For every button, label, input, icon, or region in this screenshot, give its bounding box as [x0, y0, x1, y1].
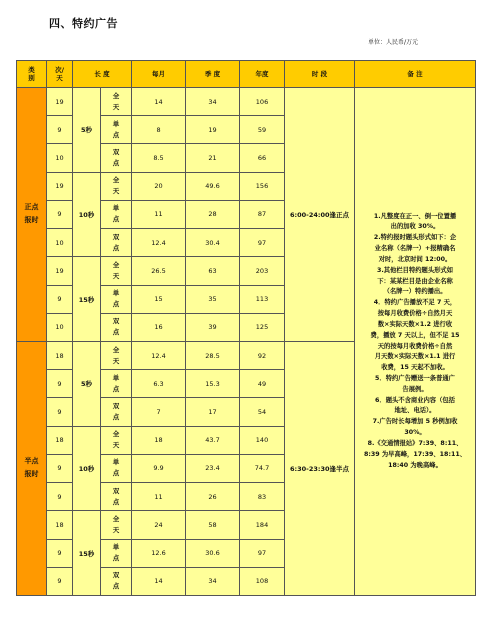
times-cell: 19 [47, 257, 73, 285]
times-cell: 9 [47, 116, 73, 144]
length-cell: 5秒 [73, 341, 101, 426]
type-cell: 双 点 [101, 398, 132, 426]
note-line: 1.凡整度在正一、倒一位置播 [373, 212, 457, 220]
type-cell: 全 天 [101, 341, 132, 369]
quarterly-cell: 49.6 [186, 172, 240, 200]
monthly-cell: 14 [132, 88, 186, 116]
quarterly-cell: 63 [186, 257, 240, 285]
type-cell: 全 天 [101, 257, 132, 285]
type-cell: 全 天 [101, 426, 132, 454]
notes-cell [355, 88, 476, 596]
times-cell: 9 [47, 567, 73, 595]
monthly-cell: 9.9 [132, 454, 186, 482]
yearly-cell: 87 [240, 200, 285, 228]
header-notes: 备 注 [355, 61, 476, 88]
monthly-cell: 12.6 [132, 539, 186, 567]
category-label: 半点 报时 [17, 341, 47, 595]
monthly-cell: 12.4 [132, 341, 186, 369]
monthly-cell: 11 [132, 200, 186, 228]
quarterly-cell: 58 [186, 511, 240, 539]
times-cell: 18 [47, 511, 73, 539]
quarterly-cell: 30.6 [186, 539, 240, 567]
quarterly-cell: 15.3 [186, 370, 240, 398]
note-line: 数×实际天数×1.2 进行收 [377, 320, 453, 328]
yearly-cell: 74.7 [240, 454, 285, 482]
quarterly-cell: 30.4 [186, 229, 240, 257]
note-line: 2.特约报时题头形式如下：企 [373, 234, 457, 242]
yearly-cell: 97 [240, 229, 285, 257]
quarterly-cell: 21 [186, 144, 240, 172]
yearly-cell: 59 [240, 116, 285, 144]
header-category: 类 别 [17, 61, 47, 88]
length-cell: 5秒 [73, 88, 101, 173]
note-line: 告展例。 [402, 385, 428, 393]
yearly-cell: 108 [240, 567, 285, 595]
yearly-cell: 203 [240, 257, 285, 285]
monthly-cell: 24 [132, 511, 186, 539]
times-cell: 9 [47, 370, 73, 398]
times-cell: 9 [47, 285, 73, 313]
times-cell: 10 [47, 144, 73, 172]
times-cell: 9 [47, 454, 73, 482]
header-row [17, 61, 476, 88]
quarterly-cell: 26 [186, 483, 240, 511]
times-cell: 9 [47, 200, 73, 228]
times-cell: 18 [47, 341, 73, 369]
type-cell: 单 点 [101, 370, 132, 398]
note-line: 下：某某栏目是由企业名称 [377, 277, 453, 285]
monthly-cell: 12.4 [132, 229, 186, 257]
monthly-cell: 8 [132, 116, 186, 144]
yearly-cell: 66 [240, 144, 285, 172]
quarterly-cell: 34 [186, 88, 240, 116]
rate-table-body [17, 88, 476, 596]
yearly-cell: 125 [240, 313, 285, 341]
header-time-slot: 时 段 [285, 61, 355, 88]
quarterly-cell: 43.7 [186, 426, 240, 454]
length-cell: 10秒 [73, 172, 101, 257]
note-line: 天的按每月收费价格÷自然 [377, 342, 453, 350]
yearly-cell: 92 [240, 341, 285, 369]
note-line: 30%。 [404, 429, 426, 437]
type-cell: 双 点 [101, 313, 132, 341]
length-cell: 15秒 [73, 511, 101, 596]
note-line: 8.《交通情报站》7:39、8:11、 [367, 439, 463, 447]
note-line: 18:40 为晚高峰。 [388, 461, 442, 469]
note-line: 按每月收费价格÷自然月天 [377, 310, 453, 318]
type-cell: 单 点 [101, 285, 132, 313]
yearly-cell: 184 [240, 511, 285, 539]
monthly-cell: 7 [132, 398, 186, 426]
page-title: 四、特约广告 [49, 17, 118, 30]
monthly-cell: 8.5 [132, 144, 186, 172]
type-cell: 单 点 [101, 454, 132, 482]
time-slot-cell: 6:00-24:00逢正点 [285, 88, 355, 342]
times-cell: 18 [47, 426, 73, 454]
note-line: 费，播放 7 天以上，但不足 15 [370, 331, 460, 339]
yearly-cell: 156 [240, 172, 285, 200]
note-line: 业名称（名牌一）+报精确名 [374, 245, 456, 253]
length-cell: 10秒 [73, 426, 101, 511]
yearly-cell: 54 [240, 398, 285, 426]
type-cell: 双 点 [101, 229, 132, 257]
note-line: 收费，15 天起不加收。 [381, 364, 449, 372]
monthly-cell: 20 [132, 172, 186, 200]
header-times: 次/ 天 [47, 61, 73, 88]
note-line: （名牌一）特约播出。 [383, 288, 447, 296]
times-cell: 10 [47, 229, 73, 257]
note-line: 对时，北京时间 12:00。 [378, 255, 452, 263]
type-cell: 双 点 [101, 483, 132, 511]
note-line: 7.广告时长每增加 5 秒例加收 [372, 418, 458, 426]
quarterly-cell: 17 [186, 398, 240, 426]
quarterly-cell: 23.4 [186, 454, 240, 482]
yearly-cell: 97 [240, 539, 285, 567]
note-line: 5．特约广告赠送一条普通广 [375, 374, 455, 382]
type-cell: 全 天 [101, 172, 132, 200]
times-cell: 10 [47, 313, 73, 341]
category-label: 正点 报时 [17, 88, 47, 342]
monthly-cell: 14 [132, 567, 186, 595]
note-line: 地址、电话）。 [394, 407, 436, 415]
yearly-cell: 83 [240, 483, 285, 511]
quarterly-cell: 28.5 [186, 341, 240, 369]
quarterly-cell: 35 [186, 285, 240, 313]
note-line: 4．特约广告播放不足 7 天， [373, 299, 457, 307]
unit-label: 单位：人民币/万元 [368, 39, 419, 46]
times-cell: 19 [47, 88, 73, 116]
monthly-cell: 15 [132, 285, 186, 313]
type-cell: 全 天 [101, 511, 132, 539]
monthly-cell: 16 [132, 313, 186, 341]
header-monthly: 每月 [132, 61, 186, 88]
note-line: 月天数×实际天数×1.1 进行 [374, 353, 456, 361]
monthly-cell: 18 [132, 426, 186, 454]
quarterly-cell: 28 [186, 200, 240, 228]
note-line: 3.其他栏目特约题头形式如 [376, 266, 454, 274]
quarterly-cell: 34 [186, 567, 240, 595]
type-cell: 单 点 [101, 200, 132, 228]
header-quarterly: 季 度 [186, 61, 240, 88]
type-cell: 单 点 [101, 116, 132, 144]
yearly-cell: 49 [240, 370, 285, 398]
type-cell: 全 天 [101, 88, 132, 116]
quarterly-cell: 39 [186, 313, 240, 341]
yearly-cell: 106 [240, 88, 285, 116]
times-cell: 9 [47, 398, 73, 426]
rate-table [16, 60, 476, 596]
header-length: 长 度 [73, 61, 132, 88]
times-cell: 19 [47, 172, 73, 200]
note-line: 8:39 为早高峰，17:39、18:11、 [364, 450, 467, 458]
header-yearly: 年度 [240, 61, 285, 88]
time-slot-cell: 6:30-23:30逢半点 [285, 341, 355, 595]
times-cell: 9 [47, 483, 73, 511]
table-row [17, 88, 476, 116]
note-line: 出的加收 30%。 [390, 223, 440, 231]
type-cell: 双 点 [101, 567, 132, 595]
type-cell: 双 点 [101, 144, 132, 172]
times-cell: 9 [47, 539, 73, 567]
type-cell: 单 点 [101, 539, 132, 567]
yearly-cell: 113 [240, 285, 285, 313]
yearly-cell: 140 [240, 426, 285, 454]
monthly-cell: 26.5 [132, 257, 186, 285]
note-line: 6．题头不含商业内容（包括 [375, 396, 455, 404]
monthly-cell: 11 [132, 483, 186, 511]
quarterly-cell: 19 [186, 116, 240, 144]
monthly-cell: 6.3 [132, 370, 186, 398]
length-cell: 15秒 [73, 257, 101, 342]
